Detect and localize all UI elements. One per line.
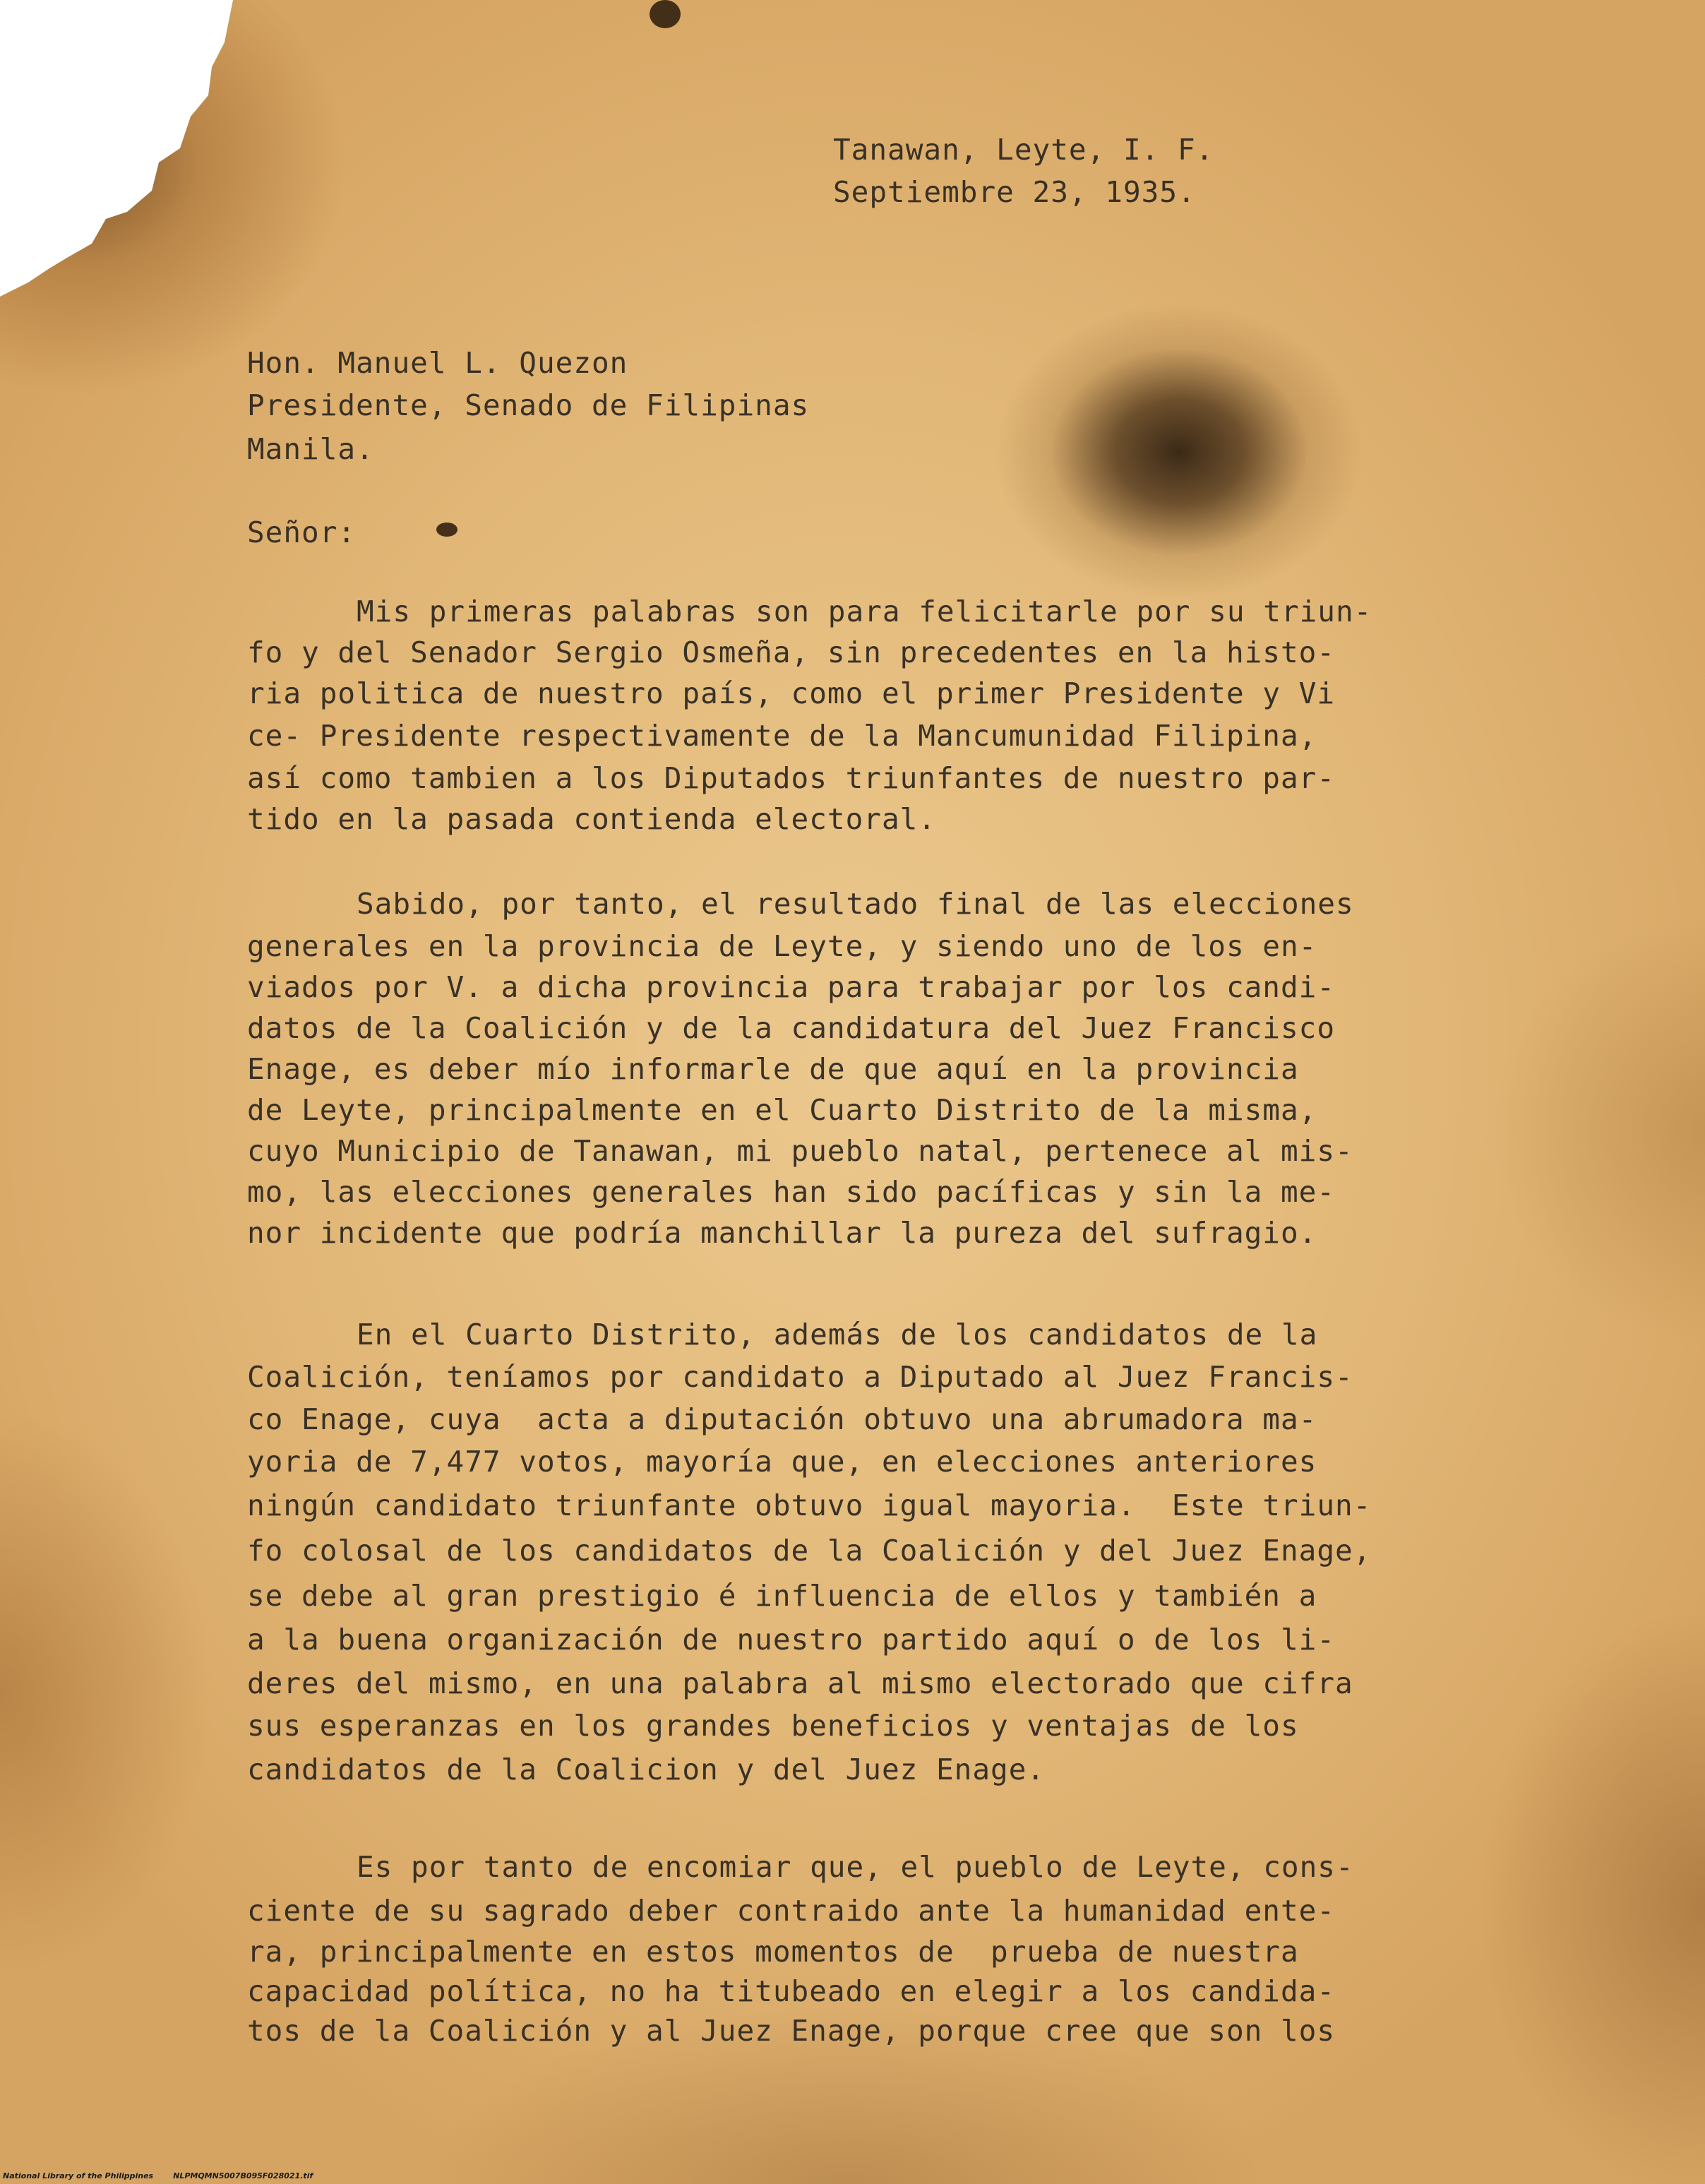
paragraph-line: candidatos de la Coalicion y del Juez Enage. xyxy=(247,1753,1046,1786)
paragraph-line: Coalición, teníamos por candidato a Diputado al Juez Francis- xyxy=(247,1360,1353,1394)
paragraph-line: Sabido, por tanto, el resultado final de las elecciones xyxy=(357,887,1354,921)
letter-place: Tanawan, Leyte, I. F. xyxy=(833,133,1214,167)
ink-blot xyxy=(650,0,681,28)
paragraph-line: así como tambien a los Diputados triunfantes de nuestro par- xyxy=(247,761,1336,795)
paragraph-line: Mis primeras palabras son para felicitarle por su triun- xyxy=(357,595,1372,628)
recipient-line: Hon. Manuel L. Quezon xyxy=(247,346,628,380)
recipient-line: Manila. xyxy=(247,432,374,466)
paragraph-line: tos de la Coalición y al Juez Enage, porque cree que son los xyxy=(247,2014,1336,2048)
paragraph-line: sus esperanzas en los grandes beneficios y ventajas de los xyxy=(247,1709,1299,1743)
paragraph-line: ra, principalmente en estos momentos de prueba de nuestra xyxy=(247,1935,1299,1969)
paragraph-line: capacidad política, no ha titubeado en elegir a los candida- xyxy=(247,1974,1336,2008)
paragraph-line: nor incidente que podría manchillar la pureza del sufragio. xyxy=(247,1216,1317,1250)
paragraph-line: co Enage, cuya acta a diputación obtuvo una abrumadora ma- xyxy=(247,1402,1317,1436)
paragraph-line: yoria de 7,477 votos, mayoría que, en elecciones anteriores xyxy=(247,1445,1317,1479)
ink-blot xyxy=(436,523,457,537)
paragraph-line: mo, las elecciones generales han sido pacíficas y sin la me- xyxy=(247,1175,1336,1209)
paragraph-line: viados por V. a dicha provincia para trabajar por los candi- xyxy=(247,970,1336,1004)
paragraph-line: Enage, es deber mío informarle de que aquí en la provincia xyxy=(247,1052,1299,1086)
paragraph-line: ciente de su sagrado deber contraido ante la humanidad ente- xyxy=(247,1894,1336,1928)
paragraph-line: ria politica de nuestro país, como el primer Presidente y Vi xyxy=(247,676,1336,710)
footer-file: NLPMQMN5007B095F028021.tif xyxy=(173,2171,313,2180)
paragraph-line: se debe al gran prestigio é influencia de ellos y también a xyxy=(247,1579,1317,1613)
paragraph-line: fo y del Senador Sergio Osmeña, sin precedentes en la histo- xyxy=(247,635,1336,669)
scan-footer xyxy=(3,2171,333,2180)
paragraph-line: datos de la Coalición y de la candidatura del Juez Francisco xyxy=(247,1011,1336,1045)
paragraph-line: cuyo Municipio de Tanawan, mi pueblo natal, pertenece al mis- xyxy=(247,1134,1353,1168)
paragraph-line: tido en la pasada contienda electoral. xyxy=(247,802,936,836)
paragraph-line: a la buena organización de nuestro partido aquí o de los li- xyxy=(247,1623,1336,1657)
paragraph-line: generales en la provincia de Leyte, y siendo uno de los en- xyxy=(247,929,1317,963)
paragraph-line: ningún candidato triunfante obtuvo igual mayoria. Este triun- xyxy=(247,1488,1372,1522)
paragraph-line: En el Cuarto Distrito, además de los candidatos de la xyxy=(357,1318,1318,1351)
recipient-line: Presidente, Senado de Filipinas xyxy=(247,388,810,422)
letter-date: Septiembre 23, 1935. xyxy=(833,175,1196,209)
paragraph-line: ce- Presidente respectivamente de la Mancumunidad Filipina, xyxy=(247,719,1317,753)
footer-library: National Library of the Philippines xyxy=(3,2171,154,2180)
paragraph-line: de Leyte, principalmente en el Cuarto Distrito de la misma, xyxy=(247,1093,1317,1127)
salutation: Señor: xyxy=(247,515,357,549)
paragraph-line: fo colosal de los candidatos de la Coalición y del Juez Enage, xyxy=(247,1534,1372,1568)
paragraph-line: Es por tanto de encomiar que, el pueblo de Leyte, cons- xyxy=(357,1850,1354,1884)
paragraph-line: deres del mismo, en una palabra al mismo electorado que cifra xyxy=(247,1666,1353,1700)
